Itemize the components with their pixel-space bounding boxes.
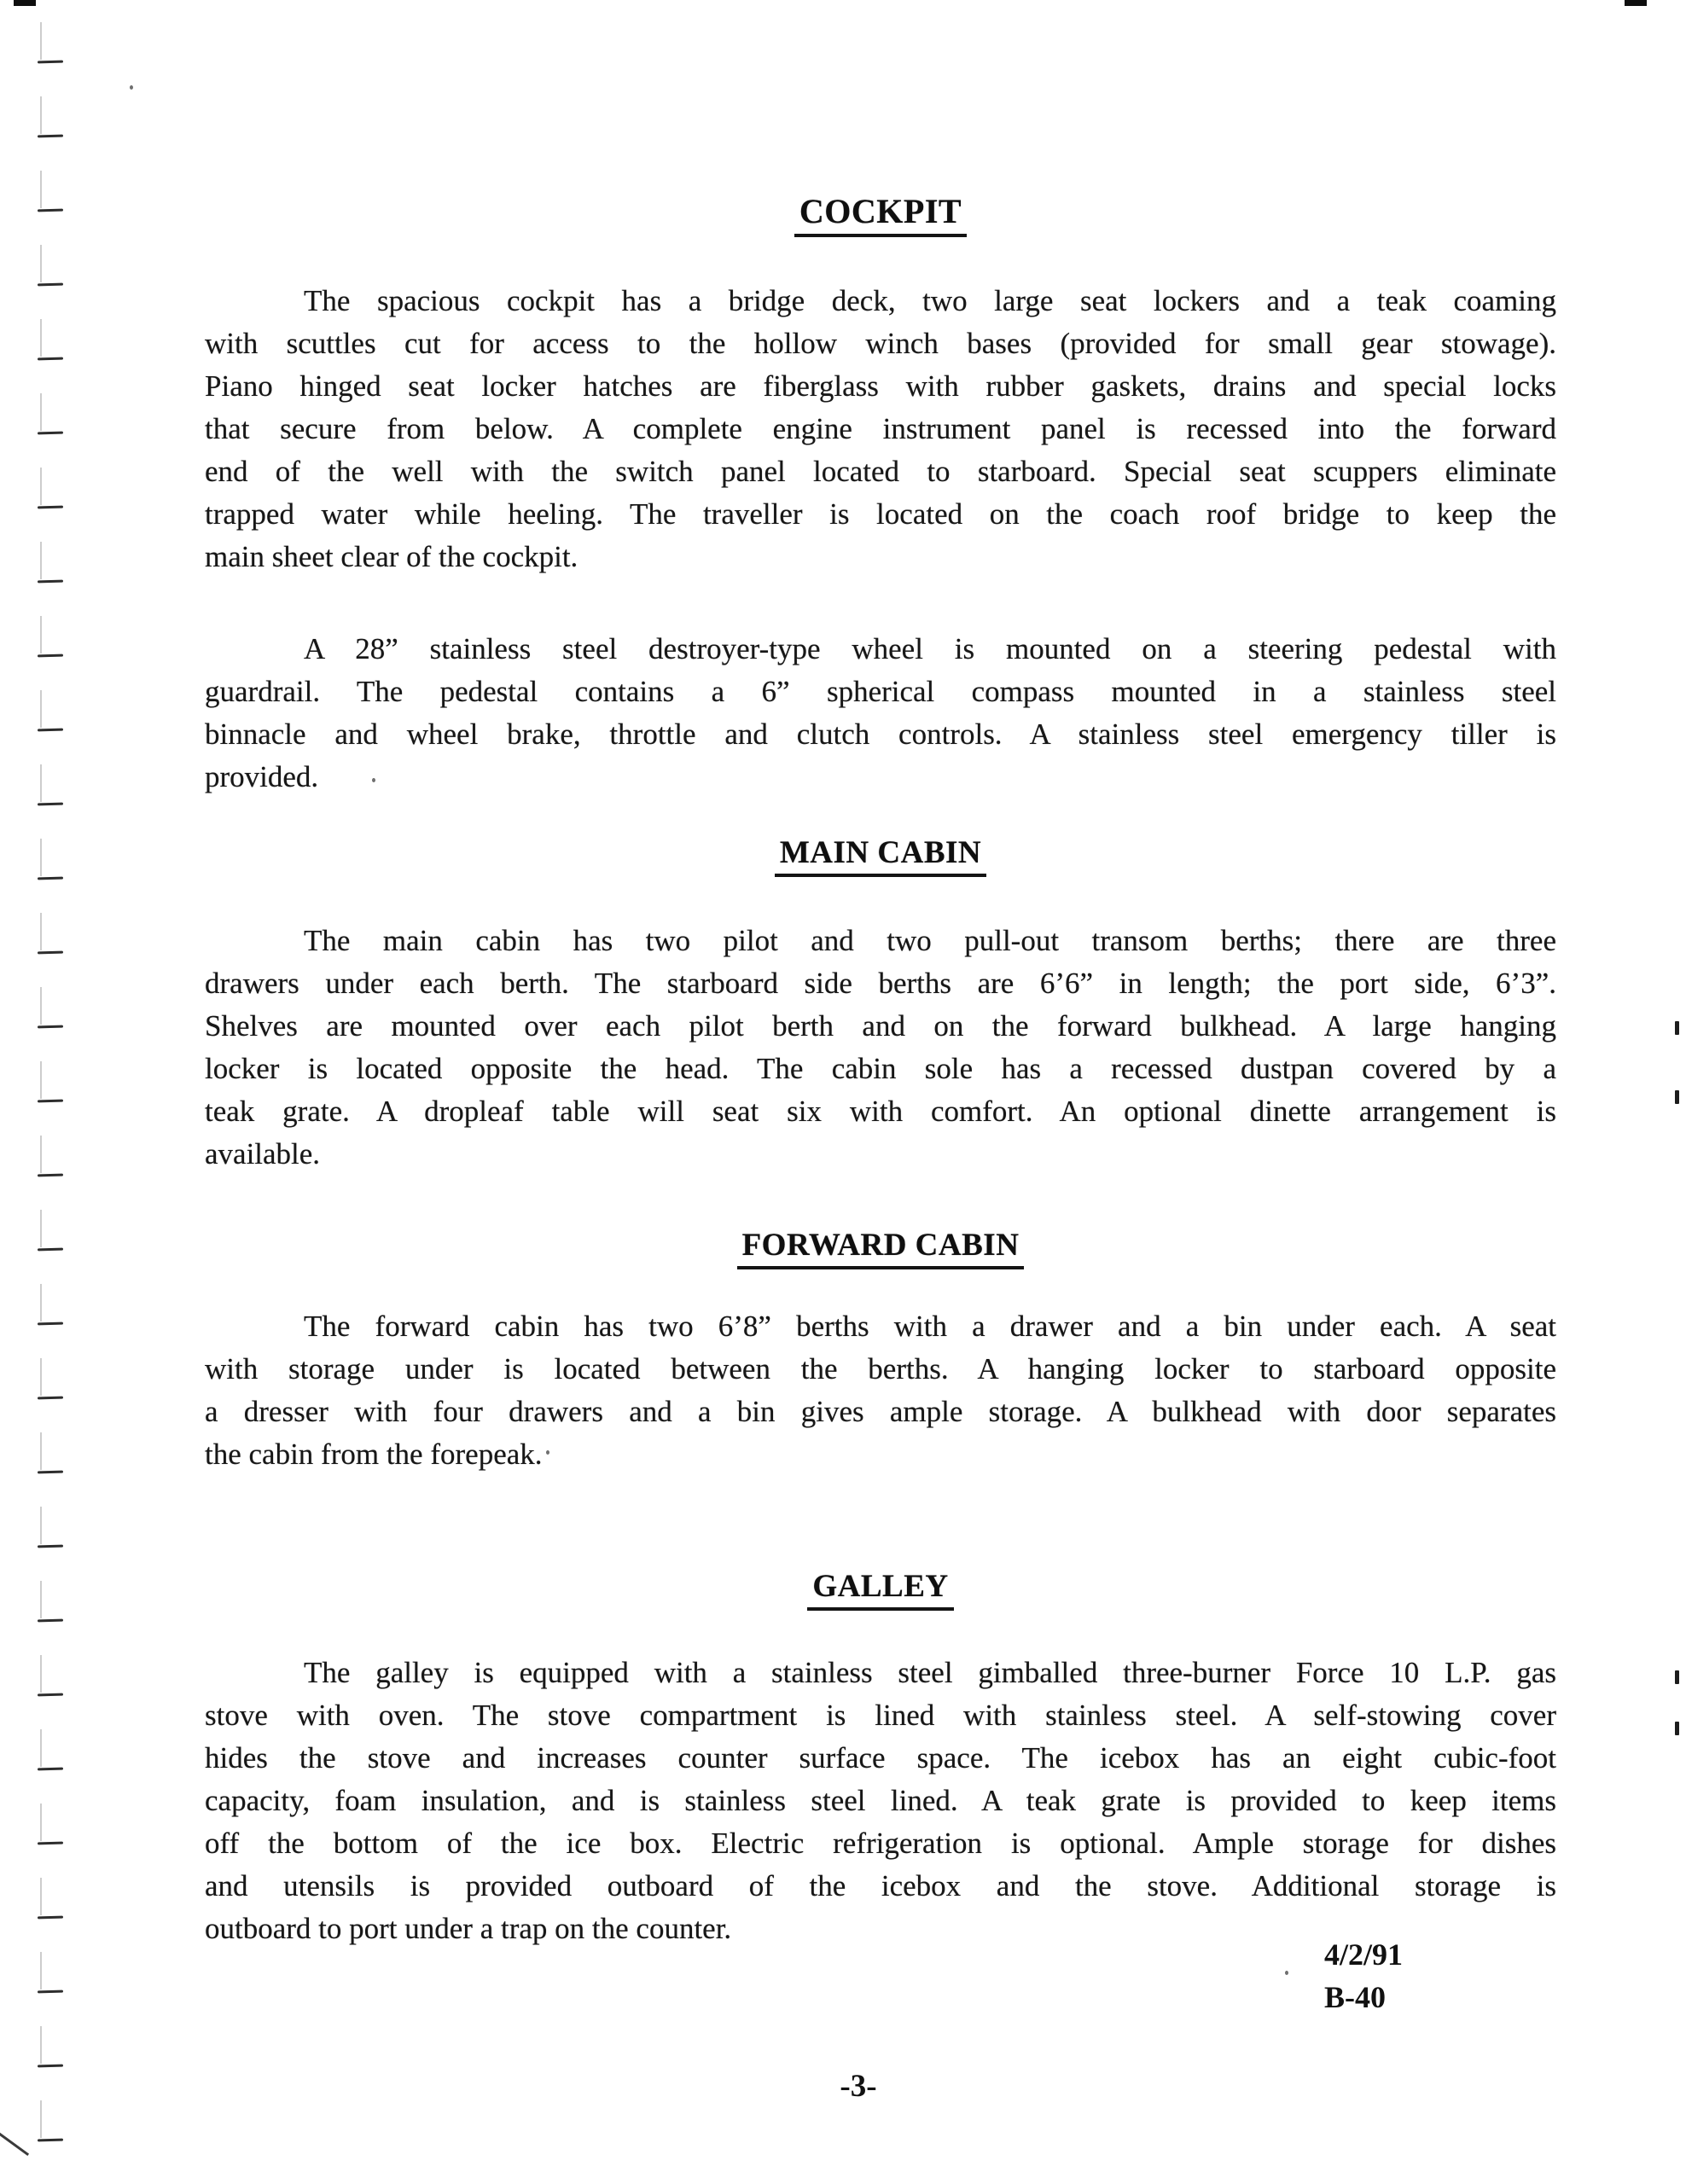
text-line: available. (205, 1137, 321, 1170)
binding-hole-mark (38, 393, 67, 434)
corner-fold-line (0, 2128, 29, 2156)
document-code: B-40 (1324, 1980, 1386, 2014)
paragraph (205, 920, 1556, 1176)
text-line: with storage under is located between the berths. A hanging locker to starboard opposite (205, 1352, 1556, 1385)
binding-hole-mark (38, 839, 67, 880)
binding-hole-mark (38, 1581, 67, 1622)
text-line: with scuttles cut for access to the hollow winch bases (provided for small gear stowage). (205, 327, 1556, 360)
text-line: provided. (205, 760, 319, 793)
top-edge-mark (14, 0, 36, 6)
text-line: main sheet clear of the cockpit. (205, 540, 578, 573)
text-line: stove with oven. The stove compartment is lined with stainless steel. A self-stowing cover (205, 1699, 1556, 1732)
section-heading-cockpit (205, 191, 1556, 237)
binding-hole-mark (38, 1878, 67, 1919)
section-heading-text: COCKPIT (794, 191, 967, 237)
paragraph (205, 1652, 1556, 1950)
scan-speck (130, 85, 133, 90)
edge-tick-mark (1675, 1090, 1679, 1104)
text-line: The spacious cockpit has a bridge deck, two large seat lockers and a teak coaming (304, 284, 1556, 317)
binding-hole-mark (38, 1210, 67, 1251)
text-line: the cabin from the forepeak. (205, 1438, 543, 1471)
binding-hole-mark (38, 542, 67, 583)
text-line: teak grate. A dropleaf table will seat six with comfort. An optional dinette arrangement is (205, 1095, 1556, 1128)
edge-tick-mark (1675, 1021, 1679, 1035)
binding-hole-mark (38, 764, 67, 805)
text-line: a dresser with four drawers and a bin gives ample storage. A bulkhead with door separates (205, 1395, 1556, 1428)
paragraph (205, 280, 1556, 578)
section-heading-text: FORWARD CABIN (737, 1227, 1025, 1269)
binding-hole-mark (38, 1061, 67, 1102)
text-line: guardrail. The pedestal contains a 6” spherical compass mounted in a stainless steel (205, 675, 1556, 708)
page-number: -3- (840, 2069, 877, 2104)
binding-hole-mark (38, 690, 67, 731)
top-edge-mark (1625, 0, 1647, 6)
binding-hole-mark (38, 22, 67, 63)
text-line: locker is located opposite the head. The cabin sole has a recessed dustpan covered by a (205, 1052, 1556, 1085)
text-line: Shelves are mounted over each pilot berth and on the forward bulkhead. A large hanging (205, 1009, 1556, 1043)
edge-tick-mark (1675, 1670, 1679, 1684)
binding-hole-mark (38, 245, 67, 286)
text-line: trapped water while heeling. The traveller is located on the coach roof bridge to keep the (205, 497, 1556, 531)
text-line: end of the well with the switch panel located to starboard. Special seat scuppers eliminate (205, 455, 1556, 488)
paragraph (205, 1305, 1556, 1476)
binding-hole-mark (38, 1655, 67, 1696)
text-line: The main cabin has two pilot and two pull-out transom berths; there are three (304, 924, 1556, 957)
binding-hole-mark (38, 319, 67, 360)
section-heading-text: GALLEY (807, 1568, 953, 1611)
binding-hole-mark (38, 96, 67, 137)
binding-hole-mark (38, 1507, 67, 1548)
text-line: that secure from below. A complete engine instrument panel is recessed into the forward (205, 412, 1556, 445)
binding-hole-mark (38, 913, 67, 954)
binding-hole-mark (38, 1432, 67, 1473)
text-line: capacity, foam insulation, and is stainless steel lined. A teak grate is provided to keep items (205, 1784, 1556, 1817)
text-line: A 28” stainless steel destroyer-type wheel is mounted on a steering pedestal with (304, 632, 1556, 665)
binding-hole-mark (38, 2100, 67, 2141)
revision-block (1324, 1933, 1403, 2018)
revision-date: 4/2/91 (1324, 1937, 1404, 1972)
binding-hole-mark (38, 2026, 67, 2067)
binding-hole-mark (38, 468, 67, 508)
text-line: binnacle and wheel brake, throttle and clutch controls. A stainless steel emergency tiller is (205, 717, 1556, 751)
binding-hole-mark (38, 171, 67, 212)
scan-speck (1285, 1971, 1288, 1975)
text-line: The forward cabin has two 6’8” berths with a drawer and a bin under each. A seat (304, 1310, 1556, 1343)
section-heading-main-cabin (205, 834, 1556, 877)
text-line: off the bottom of the ice box. Electric refrigeration is optional. Ample storage for dishes (205, 1827, 1556, 1860)
text-line: outboard to port under a trap on the counter. (205, 1912, 732, 1945)
binding-hole-mark (38, 1284, 67, 1325)
section-heading-galley (205, 1568, 1556, 1611)
paragraph (205, 628, 1556, 799)
text-line: drawers under each berth. The starboard side berths are 6’6” in length; the port side, 6’3”. (205, 967, 1556, 1000)
text-line: Piano hinged seat locker hatches are fiberglass with rubber gaskets, drains and special locks (205, 369, 1556, 403)
binding-hole-mark (38, 1952, 67, 1993)
binding-hole-mark (38, 1729, 67, 1770)
binding-hole-mark (38, 616, 67, 657)
binding-hole-mark (38, 1804, 67, 1844)
binding-hole-mark (38, 987, 67, 1028)
binding-hole-mark (38, 1136, 67, 1176)
text-line: hides the stove and increases counter surface space. The icebox has an eight cubic-foot (205, 1741, 1556, 1774)
section-heading-forward-cabin (205, 1227, 1556, 1269)
edge-tick-mark (1675, 1722, 1679, 1735)
text-line: The galley is equipped with a stainless steel gimballed three-burner Force 10 L.P. gas (304, 1656, 1556, 1689)
section-heading-text: MAIN CABIN (775, 834, 986, 877)
text-line: and utensils is provided outboard of the icebox and the stove. Additional storage is (205, 1869, 1556, 1902)
binding-hole-mark (38, 1358, 67, 1399)
